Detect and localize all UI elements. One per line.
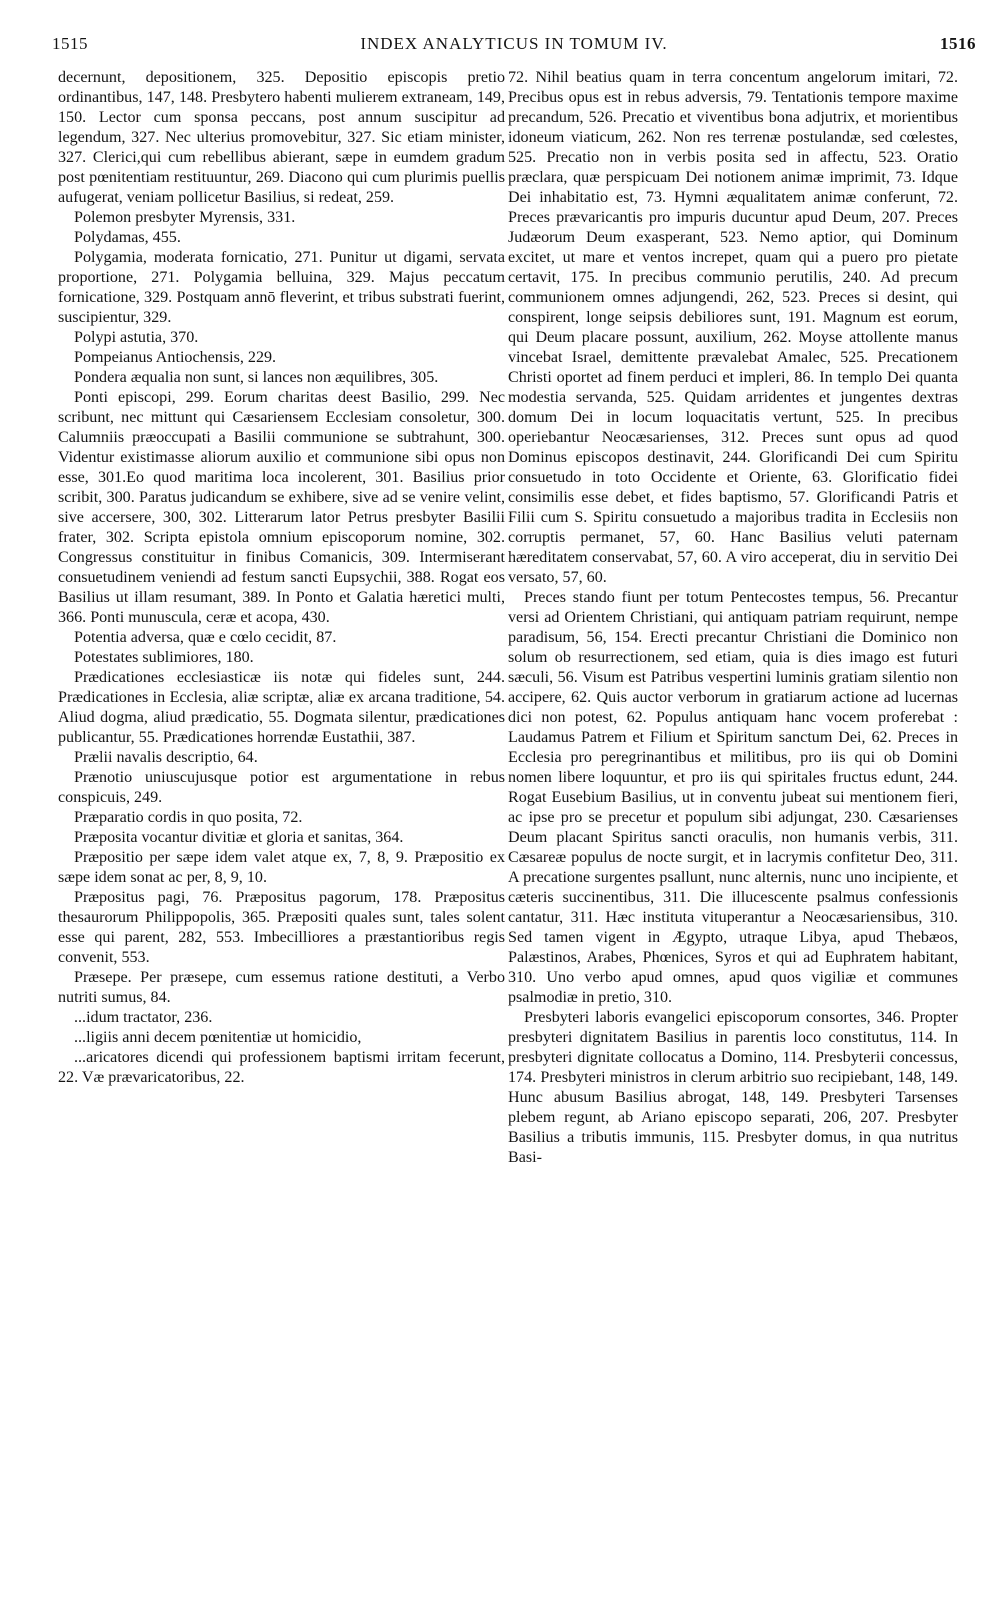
index-entry: Præparatio cordis in quo posita, 72. — [74, 809, 303, 826]
index-entry: Præposita vocantur divitiæ et gloria et sanitas, 364. — [74, 829, 404, 846]
index-entry: Polydamas, 455. — [74, 229, 181, 246]
running-title: INDEX ANALYTICUS IN TOMUM IV. — [360, 34, 668, 53]
left-column-number: 1515 — [52, 34, 88, 53]
right-column-number: 1516 — [940, 34, 976, 53]
index-entry: 72. Nihil beatius quam in terra concentum angelorum imitari, 72. Precibus opus est in rebus adversis, 79. Tentationis tempore maxime precandum, 526. Precatio et viventibus bona adjutrix, et morientibus idoneum viaticum, 262. Non res terrenæ postulandæ, sed cœlestes, 525. Precatio non in verbis posita sed in affectu, 523. Oratio præclara, quæ perspicuam Dei notionem animæ imprimit, 73. Idque Dei inhabitatio est, 73. Hymni æqualitatem animæ conferunt, 72. Preces prævaricantis pro impuris ducuntur apud Deum, 207. Preces Judæorum Deum exasperant, 523. Nemo aptior, qui Dominum excitet, ut mare et ventos increpet, quam qui a puero pro pietate certavit, 175. In precibus communio perutilis, 240. Ad precum communionem omnes adjungendi, 262, 523. Preces si desint, qui conspirent, longe seipsis debiliores sunt, 191. Magnum est eorum, qui Deum placare possunt, auxilium, 262. Moyse attollente manus vincebat Israel, demittente prævalebat Amalec, 525. Precationem Christi oportet ad finem perduci et impleri, 86. In templo Dei quanta modestia servanda, 525. Quidam arridentes et jungentes dextras domum Dei in locum loquacitatis vertunt, 525. In precibus operiebantur Neocæsarienses, 312. Preces sunt opus ad quod Dominus episcopos destinavit, 244. Glorificandi Dei cum Spiritu consuetudo in toto Occidente et Oriente, 63. Glorificatio fidei consimilis esse debet, et fides baptismo, 57. Glorificandi Patris et Filii cum S. Spiritu consuetudo a majoribus tradita in Ecclesiis non corruptis permanet, 57, 60. Hanc Basilius veluti paternam hæreditatem conservabat, 57, 60. A viro acceperat, diu in servitio Dei versato, 57, 60. — [508, 69, 958, 586]
right-column — [508, 68, 958, 1168]
index-entry: Prænotio uniuscujusque potior est argumentatione in rebus conspicuis, 249. — [58, 769, 505, 806]
index-entry: Præsepe. Per præsepe, cum essemus ratione destituti, a Verbo nutriti sumus, 84. — [58, 969, 505, 1006]
index-entry: Polypi astutia, 370. — [74, 329, 199, 346]
index-entry: Polygamia, moderata fornicatio, 271. Punitur ut digami, servata proportione, 271. Polygamia belluina, 329. Majus peccatum fornicatione, 329. Postquam annō fleverint, et tribus substrati fuerint, suscipientur, 329. — [58, 249, 505, 326]
index-entry: Potentia adversa, quæ e cœlo cecidit, 87. — [74, 629, 337, 646]
index-entry: Potestates sublimiores, 180. — [74, 649, 254, 666]
index-entry: Prædicationes ecclesiasticæ iis notæ qui fideles sunt, 244. Prædicationes in Ecclesia, aliæ scriptæ, aliæ ex arcana traditione, 54. Aliud dogma, aliud prædicatio, 55. Dogmata silentur, prædicationes publicantur, 55. Prædicationes horrendæ Eustathii, 387. — [58, 669, 505, 746]
index-entry: Prælii navalis descriptio, 64. — [74, 749, 258, 766]
index-entry: Præpositus pagi, 76. Præpositus pagorum, 178. Præpositus thesaurorum Philippopolis, 365. Præpositi quales sunt, tales solent esse qui parent, 282, 553. Imbecilliores a præstantioribus regis convenit, 553. — [58, 889, 505, 966]
index-entry: ...aricatores dicendi qui professionem baptismi irritam fecerunt, 22. Væ prævaricatoribus, 22. — [58, 1049, 505, 1086]
page-header — [52, 34, 976, 58]
index-entry: ...ligiis anni decem pœnitentiæ ut homicidio, — [74, 1029, 362, 1046]
index-entry: Ponti episcopi, 299. Eorum charitas deest Basilio, 299. Nec scribunt, nec mittunt qui Cæsariensem Ecclesiam consoletur, 300. Calumniis præoccupati a Basilii communione se subtrahunt, 300. Videntur existimasse aliorum auxilio et communione sibi opus non esse, 301.Eo quod maritima loca incolerent, 301. Basilius prior scribit, 300. Paratus judicandum se exhibere, sive ad se venire velint, sive accersere, 300, 302. Litterarum lator Petrus presbyter Basilii frater, 302. Scripta epistola omnium episcoporum nomine, 302. Congressus constituitur in finibus Comanicis, 309. Intermiserant consuetudinem veniendi ad festum sancti Eupsychii, 388. Rogat eos Basilius ut illam resumant, 389. In Ponto et Galatia hæretici multi, 366. Ponti munuscula, ceræ et acopa, 430. — [58, 389, 505, 626]
index-entry: ...idum tractator, 236. — [74, 1009, 213, 1026]
index-entry: Preces stando fiunt per totum Pentecostes tempus, 56. Precantur versi ad Orientem Christiani, qui antiquam patriam requirunt, nempe paradisum, 56, 154. Erecti precantur Christiani die Dominico non solum ob resurrectionem, sed etiam, quia is dies imago est futuri sæculi, 56. Visum est Patribus vespertini luminis gratiam silentio non accipere, 62. Quis auctor verborum in gratiarum actione ad lucernas dici non potest, 62. Populus antiquam hanc vocem proferebat : Laudamus Patrem et Filium et Spiritum sanctum Dei, 62. Preces in Ecclesia pro peregrinantibus et militibus, pro iis qui ob Domini nomen libere loquuntur, et pro iis qui spiritales fructus edunt, 244. Rogat Eusebium Basilius, ut in conventu jubeat sui mentionem fieri, ac ipse pro se precetur et populum sibi adjungat, 230. Cæsarienses Deum placant Spiritus sancti oraculis, non humanis verbis, 311. Cæsareæ populus de nocte surgit, et in lacrymis confitetur Deo, 311. A precatione surgentes psallunt, nunc alternis, nunc uno incipiente, et cæteris succinentibus, 311. Die illucescente psalmus confessionis cantatur, 311. Hæc instituta vituperantur a Neocæsariensibus, 310. Sed tamen vigent in Ægypto, utraque Libya, apud Thebæos, Palæstinos, Arabes, Phœnices, Syros et qui ad Euphratem habitant, 310. Uno verbo apud omnes, apud quos vigiliæ et communes psalmodiæ in pretio, 310. — [508, 589, 958, 1006]
index-entry: Pondera æqualia non sunt, si lances non æquilibres, 305. — [74, 369, 439, 386]
index-entry: decernunt, depositionem, 325. Depositio episcopis pretio ordinantibus, 147, 148. Presbytero habenti mulierem extraneam, 149, 150. Lector cum sponsa peccans, post annum suscipitur ad legendum, 327. Nec ulterius promovebitur, 327. Sic etiam minister, 327. Clerici,qui cum rebellibus abierant, sæpe in eumdem gradum post pœnitentiam restituuntur, 269. Diacono qui cum plurimis puellis aufugerat, veniam pollicetur Basilius, si redeat, 259. — [58, 69, 505, 206]
index-entry: Presbyteri laboris evangelici episcoporum consortes, 346. Propter presbyteri dignitatem Basilius in parentis loco constitutus, 114. In presbyteri dignitate collocatus a Domino, 114. Presbyterii concessus, 174. Presbyteri ministros in clerum arbitrio suo recipiebant, 148, 149. Hunc abusum Basilius abrogat, 148, 149. Presbyteri Tarsenses plebem regunt, ab Ariano episcopo separati, 206, 207. Presbyter Basilius a tributis immunis, 115. Presbyter domus, in qua nutritus Basi- — [508, 1009, 958, 1166]
left-column — [58, 68, 505, 1088]
index-entry: Pompeianus Antiochensis, 229. — [74, 349, 277, 366]
index-entry: Præpositio per sæpe idem valet atque ex, 7, 8, 9. Præpositio ex sæpe idem sonat ac per, 8, 9, 10. — [58, 849, 505, 886]
index-entry: Polemon presbyter Myrensis, 331. — [74, 209, 296, 226]
